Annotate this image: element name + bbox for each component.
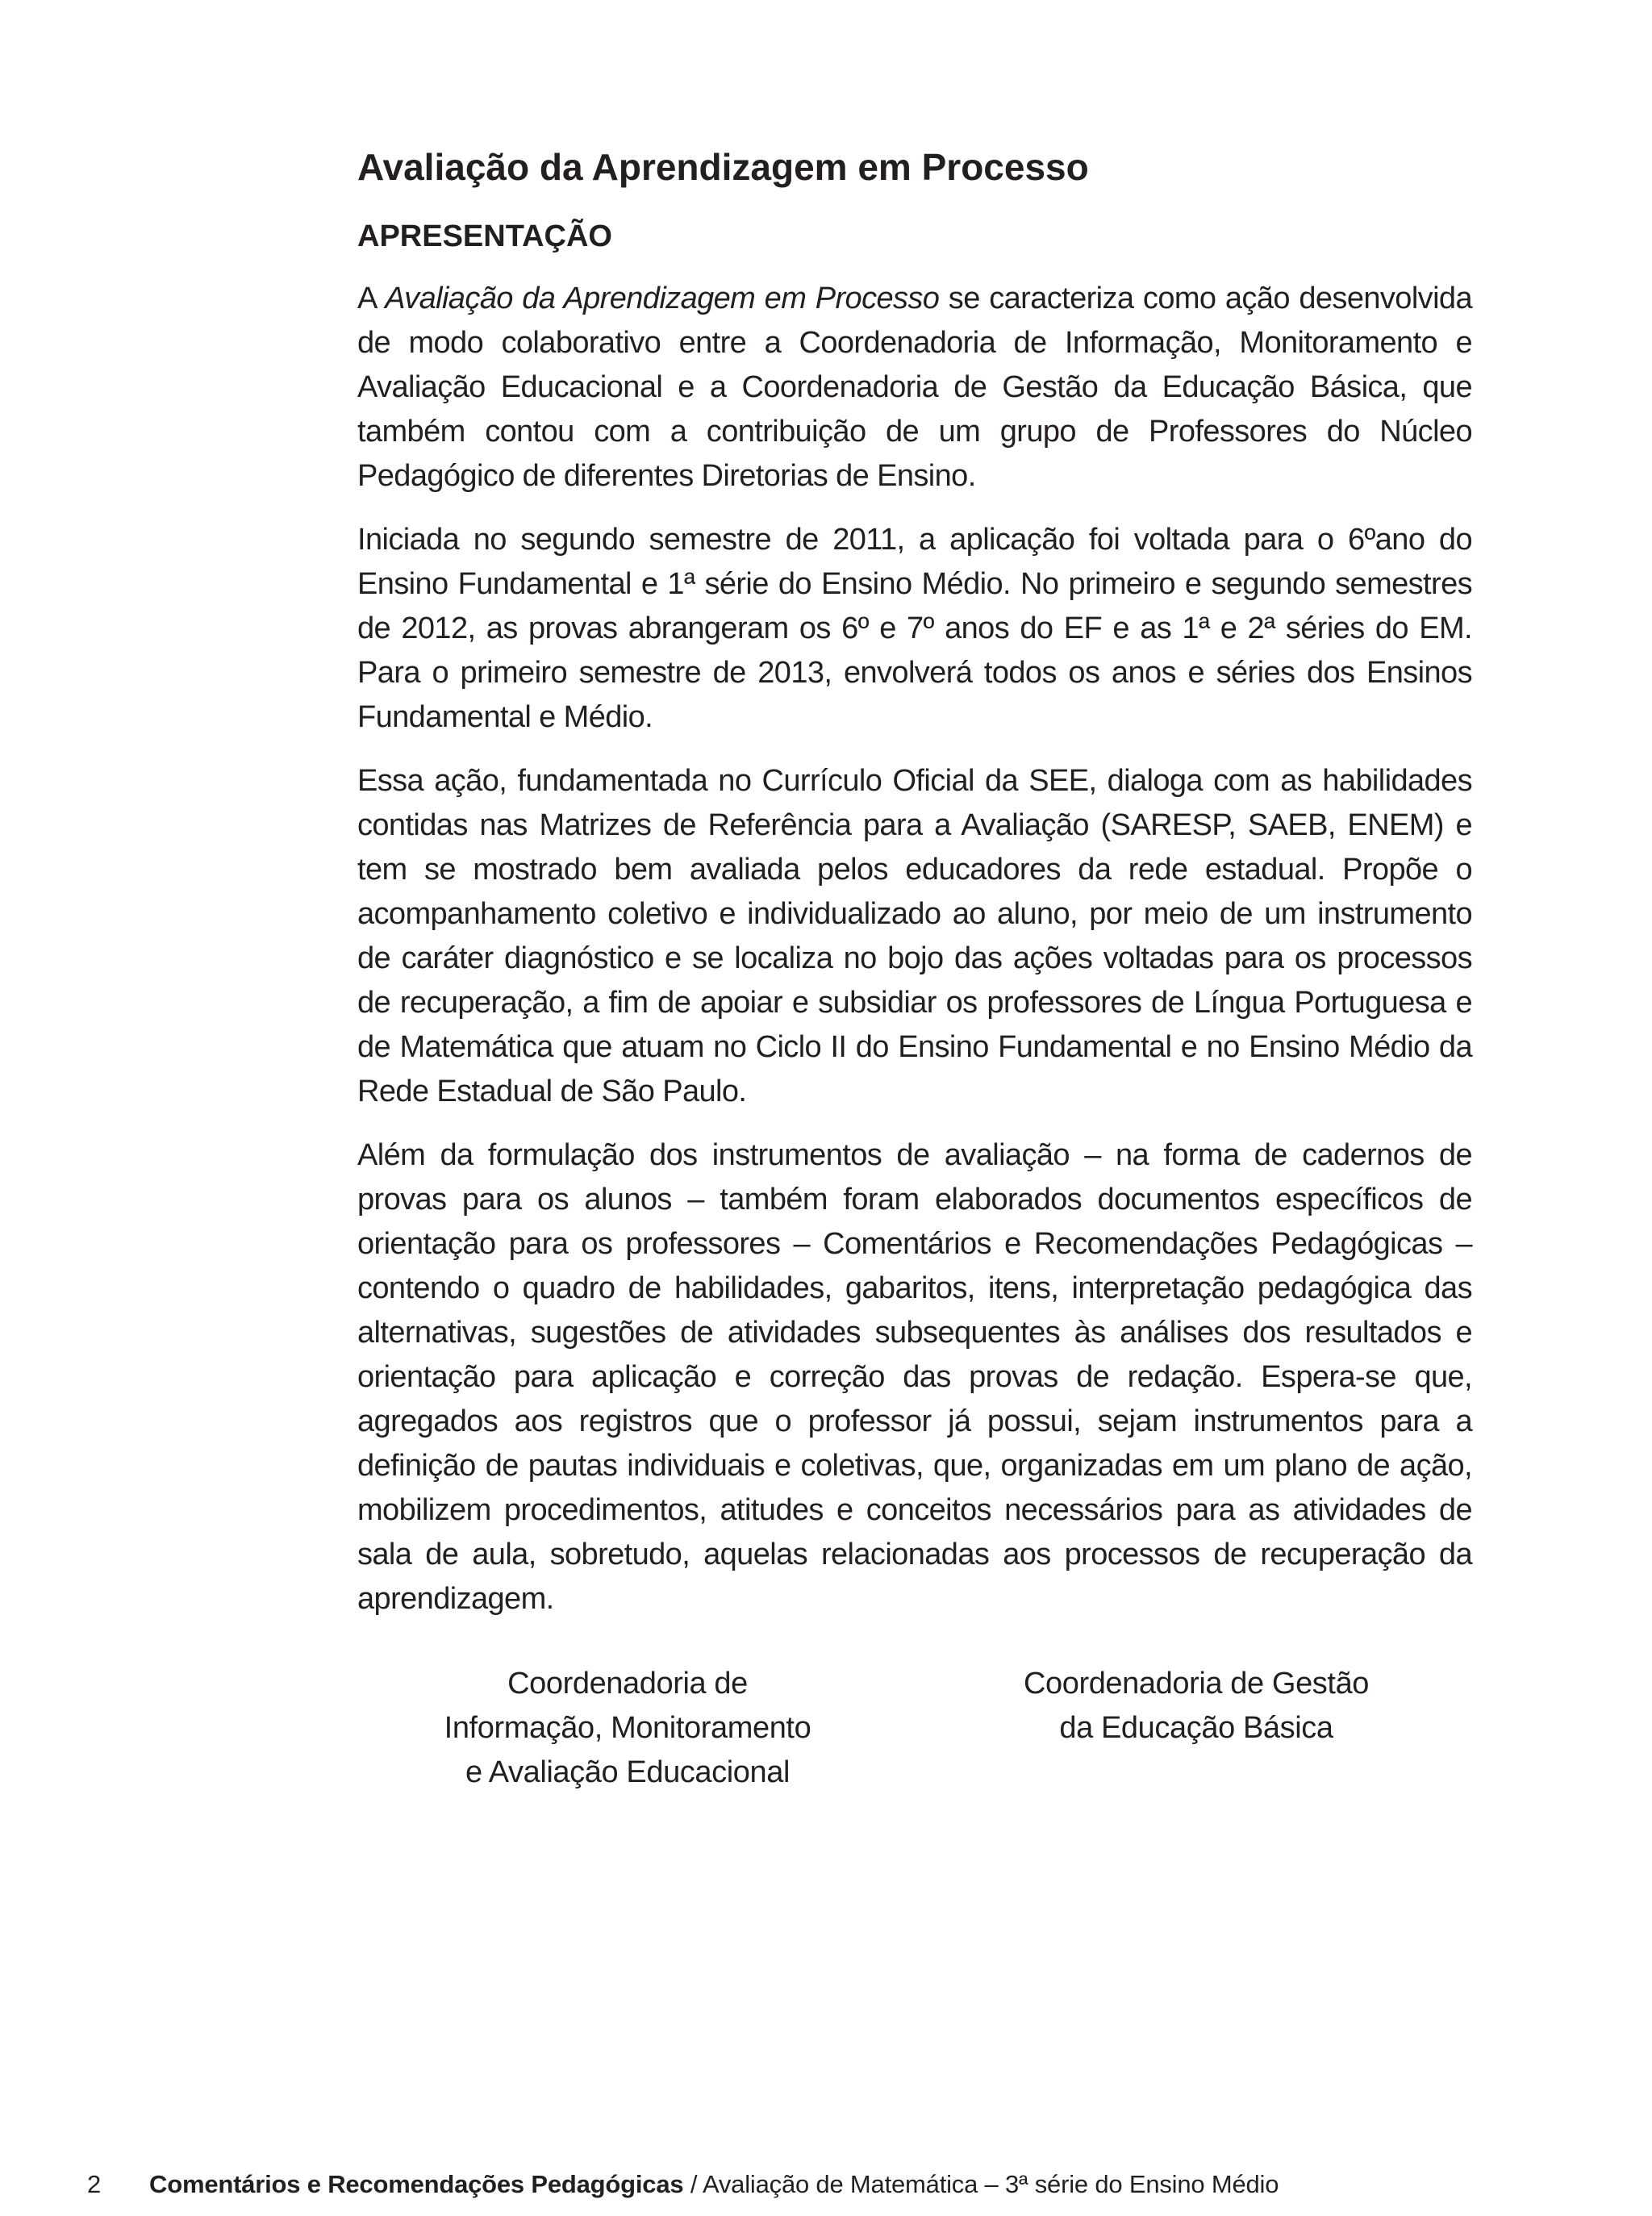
paragraph-3: Essa ação, fundamentada no Currículo Oficial da SEE, dialoga com as habilidades contidas nas Matrizes de Referência para a Avaliação (SARESP, SAEB, ENEM) e tem se mostrado bem avaliada pelos educadores da rede estadual. Propõe o acompanhamento coletivo e individualizado ao aluno, por meio de um instrumento de caráter diagnóstico e se localiza no bojo das ações voltadas para os processos de recuperação, a fim de apoiar e subsidiar os professores de Língua Portuguesa e de Matemática que atuam no Ciclo II do Ensino Fundamental e no Ensino Médio da Rede Estadual de São Paulo. [357,763,1472,1108]
footer-subtitle: / Avaliação de Matemática – 3ª série do Ensino Médio [683,2170,1279,2198]
paragraph-1-rest: se caracteriza como ação desenvolvida de modo colaborativo entre a Coordenadoria de Informação, Monitoramento e Avaliação Educacional e a Coordenadoria de Gestão da Educação Básica, que também contou com a contribuição de um grupo de Professores do Núcleo Pedagógico de diferentes Diretorias de Ensino. [357,281,1472,493]
signature-left-line: Coordenadoria de [507,1667,748,1701]
signature-right-line: Coordenadoria de Gestão [1023,1667,1370,1701]
paragraph-2: Iniciada no segundo semestre de 2011, a aplicação foi voltada para o 6ºano do Ensino Fundamental e 1ª série do Ensino Médio. No primeiro e segundo semestres de 2012, as provas abrangeram os 6º e 7º anos do EF e as 1ª e 2ª séries do EM. Para o primeiro semestre de 2013, envolverá todos os anos e séries dos Ensinos Fundamental e Médio. [357,522,1472,734]
paragraph-1-lead: A [357,281,386,315]
page-number: 2 [87,2170,102,2198]
paragraph-1-italic-title: Avaliação da Aprendizagem em Processo [385,281,940,315]
footer-series-title: Comentários e Recomendações Pedagógicas [149,2170,684,2198]
signature-left [402,1662,853,1795]
document-title: Avaliação da Aprendizagem em Processo [357,146,1089,188]
paragraph-4: Além da formulação dos instrumentos de avaliação – na forma de cadernos de provas para os alunos – também foram elaborados documentos específicos de orientação para os professores – Comentários e Recomendações Pedagógicas – contendo o quadro de habilidades, gabaritos, itens, interpretação pedagógica das alternativas, sugestões de atividades subsequentes às análises dos resultados e orientação para aplicação e correção das provas de redação. Espera-se que, agregados aos registros que o professor já possui, sejam instrumentos para a definição de pautas individuais e coletivas, que, organizadas em um plano de ação, mobilizem procedimentos, atitudes e conceitos necessários para as atividades de sala de aula, sobretudo, aquelas relacionadas aos processos de recuperação da aprendizagem. [357,1137,1472,1616]
page-footer [87,2170,1279,2199]
signature-right [987,1662,1406,1751]
signature-left-line: e Avaliação Educacional [465,1755,791,1789]
signature-right-line: da Educação Básica [1059,1711,1333,1745]
document-body [357,145,1472,1641]
paragraph-1 [357,277,1472,499]
signatures [357,1662,1472,1807]
section-heading: APRESENTAÇÃO [357,219,612,254]
signature-left-line: Informação, Monitoramento [444,1711,811,1745]
